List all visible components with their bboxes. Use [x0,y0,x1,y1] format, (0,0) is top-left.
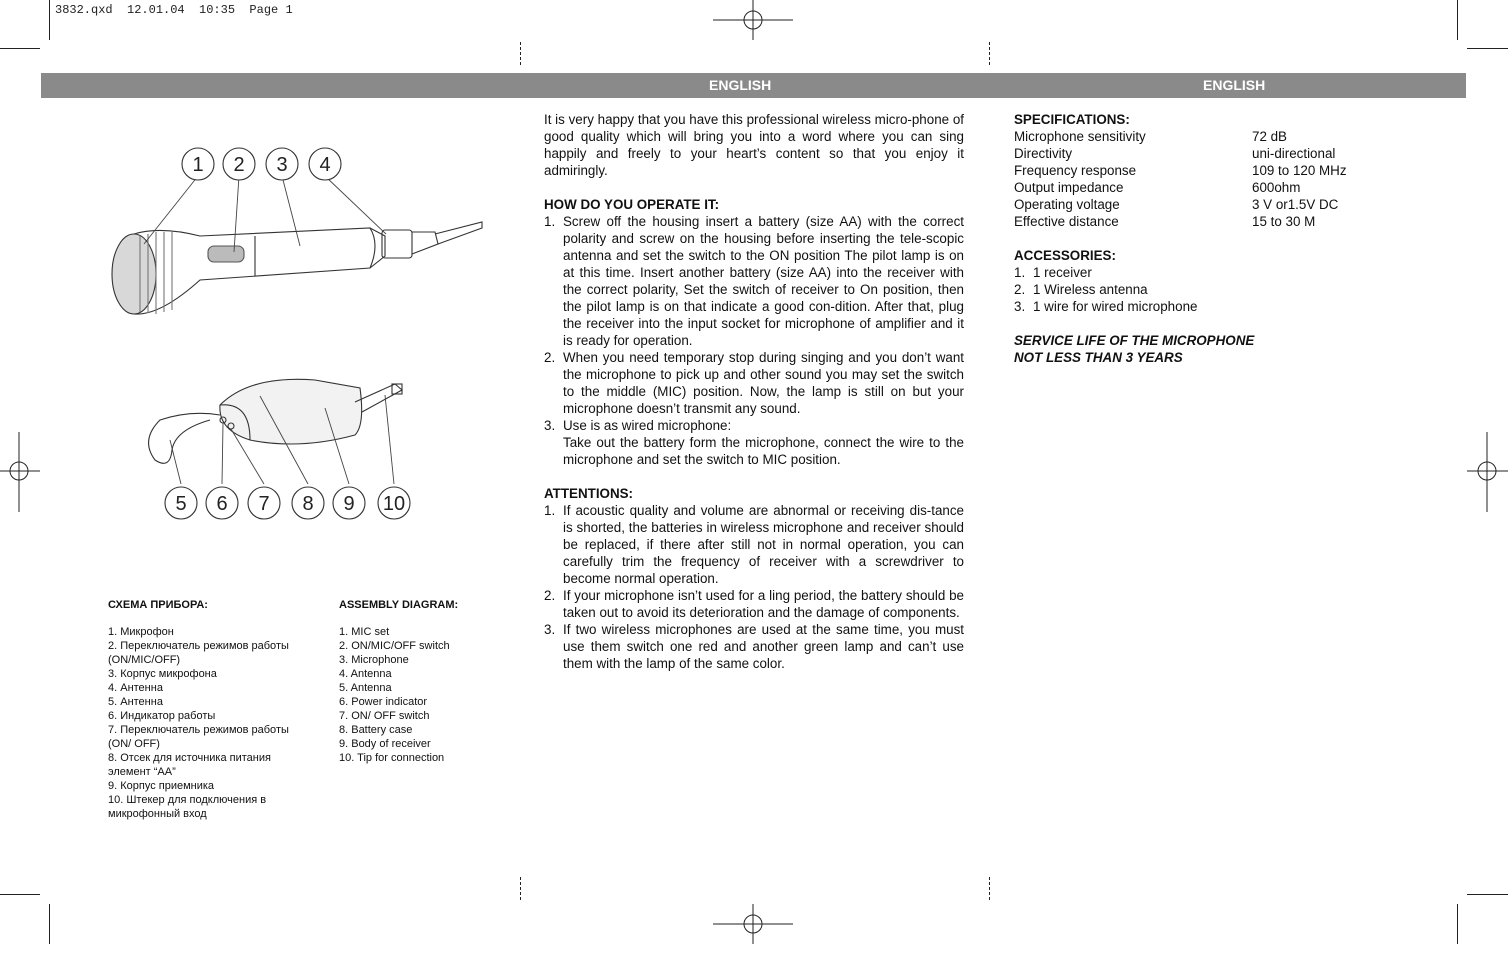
list-item: 6. Power indicator [339,696,428,708]
operate-heading: HOW DO YOU OPERATE IT: [544,197,720,212]
callout-4 [309,148,341,180]
list-item: 7. Переключатель режимов работы [108,724,289,736]
attentions-heading: ATTENTIONS: [544,486,634,501]
table-row: Directivity uni-directional [1014,146,1336,161]
svg-text:5: 5 [175,493,187,515]
list-item: 2. Переключатель режимов работы [108,640,289,652]
list-item: 1. Микрофон [108,626,174,638]
svg-text:2: 2 [233,154,245,176]
callout-1 [182,148,214,180]
callout-8 [292,487,324,519]
list-item: 10. Штекер для подключения в [108,794,267,806]
accessories-heading: ACCESSORIES: [1014,248,1116,263]
list-item: 1. Screw off the housing insert a battery (size AA) with the correct polarity and screw on the housing before inserting the tele-scopic antenna and set the switch to the ON position The pilot lamp is on at this time. Insert another battery (size AA) into the receiver with the correct polarity, Set the switch of receiver to On position, then the pilot lamp is on that indicate a good con-dition. After that, plug the receiver into the input socket for microphone of amplifier and it is ready for operation. [544,214,964,348]
callout-7 [248,487,280,519]
list-item: 4. Antenna [339,668,392,680]
callout-5 [165,487,197,519]
svg-text:4: 4 [319,154,331,176]
print-slug: 3832.qxd 12.01.04 10:35 Page 1 [55,3,293,17]
list-item: (ON/ OFF) [108,738,160,750]
callout-6 [206,487,238,519]
assembly-diagram [100,140,500,530]
list-item: 10. Tip for connection [339,752,445,764]
legend-russian-title: СХЕМА ПРИБОРА: [108,599,208,611]
table-row: Frequency response 109 to 120 MHz [1014,163,1347,178]
list-item: 3. Use is as wired microphone: Take out the battery form the microphone, connect the wire to the microphone and set the switch to MIC position. [544,418,964,467]
list-item: микрофонный вход [108,808,207,820]
list-item: 2. ON/MIC/OFF switch [339,640,450,652]
list-item: 5. Antenna [339,682,392,694]
list-item: 5. Антенна [108,696,163,708]
header-label-right: ENGLISH [1203,77,1266,93]
list-item: элемент “AA” [108,766,176,778]
list-item: 3. If two wireless microphones are used at the same time, you must use them switch one red and another green lamp and can’t use them with the lamp of the same color. [544,622,964,671]
list-item: 4. Антенна [108,682,163,694]
receiver-illustration [149,379,402,463]
list-item: 6. Индикатор работы [108,710,216,722]
list-item: 1. MIC set [339,626,390,638]
legend-english-title: ASSEMBLY DIAGRAM: [339,599,459,611]
svg-text:8: 8 [302,493,314,515]
operate-steps [544,213,964,468]
list-item: (ON/MIC/OFF) [108,654,181,666]
legend-english [339,599,519,765]
table-row: Microphone sensitivity 72 dB [1014,129,1287,144]
service-life-line-1: SERVICE LIFE OF THE MICROPHONE [1014,333,1255,348]
svg-text:7: 7 [258,493,270,515]
svg-text:6: 6 [216,493,228,515]
specs-column [1014,111,1434,366]
intro-paragraph: It is very happy that you have this professional wireless micro-phone of good quality which will bring you into a word where you can sing happily and freely to your heart’s content so that you enjoy it admiringly. [544,112,964,178]
legend-russian [108,599,333,821]
svg-text:1: 1 [192,154,204,176]
svg-text:10: 10 [382,493,406,515]
specs-table [1014,128,1434,230]
list-item: 9. Body of receiver [339,738,431,750]
header-label-left: ENGLISH [709,77,772,93]
callout-3 [266,148,298,180]
attentions-list [544,502,964,672]
list-item: 8. Battery case [339,724,413,736]
list-item: 2. 1 Wireless antenna [1014,282,1148,297]
legend-russian-list [108,625,333,821]
legend-english-list [339,625,519,765]
header-band [41,73,1466,98]
accessories-list [1014,264,1434,315]
callout-10 [378,487,410,519]
list-item: 3. Microphone [339,654,409,666]
list-item: 1. 1 receiver [1014,265,1092,280]
specs-heading: SPECIFICATIONS: [1014,112,1130,127]
svg-text:9: 9 [343,493,355,515]
service-life-line-2: NOT LESS THAN 3 YEARS [1014,350,1183,365]
table-row: Output impedance 600ohm [1014,180,1301,195]
svg-text:3: 3 [276,154,288,176]
callout-9 [333,487,365,519]
list-item: 7. ON/ OFF switch [339,710,430,722]
list-item: 3. Корпус микрофона [108,668,217,680]
list-item: 2. If your microphone isn’t used for a ling period, the battery should be taken out to avoid its deterioration and the damage of components. [544,588,964,620]
list-item: 9. Корпус приемника [108,780,215,792]
callout-2 [223,148,255,180]
table-row: Operating voltage 3 V or1.5V DC [1014,197,1339,212]
table-row: Effective distance 15 to 30 M [1014,214,1316,229]
instructions-column [544,111,964,672]
list-item: 3. 1 wire for wired microphone [1014,299,1198,314]
list-item: 1. If acoustic quality and volume are abnormal or receiving dis-tance is shorted, the batteries in wireless microphone and receiver should be replaced, if there after still not in normal operation, you can carefully trim the frequency of receiver with a screwdriver to become normal operation. [544,503,964,586]
list-item: 8. Отсек для источника питания [108,752,271,764]
list-item: 2. When you need temporary stop during singing and you don’t want the microphone to pick up and other sound you may set the switch to the middle (MIC) position. Now, the lamp is still on but your microphone doesn’t transmit any sound. [544,350,964,416]
